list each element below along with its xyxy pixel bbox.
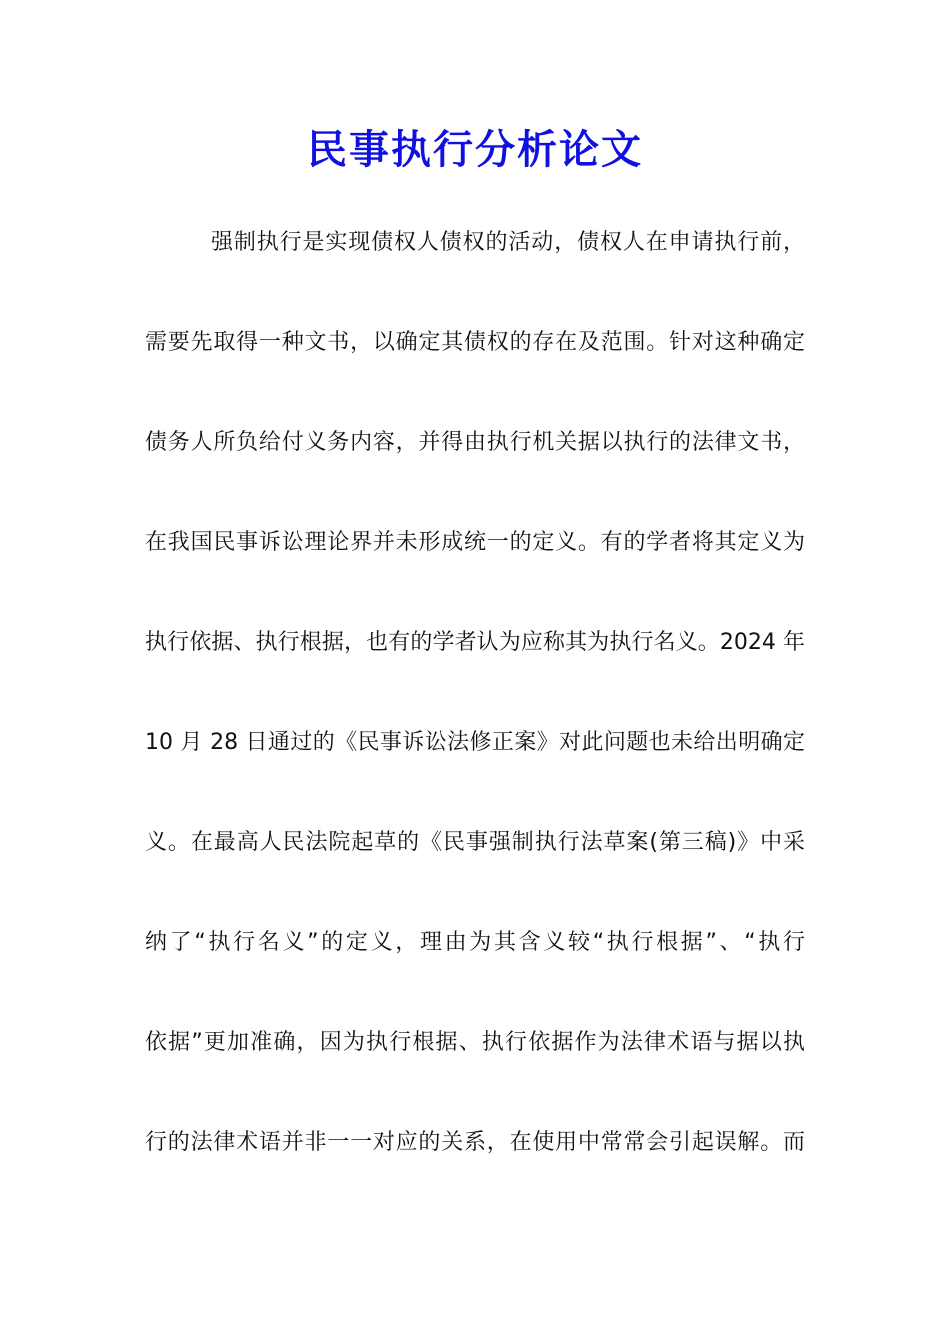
paragraph-line-4: 在我国民事诉讼理论界并未形成统一的定义。有的学者将其定义为	[145, 530, 805, 555]
paragraph-line-6: 10 月 28 日通过的《民事诉讼法修正案》对此问题也未给出明确定	[145, 730, 805, 755]
paragraph-line-7: 义。在最高人民法院起草的《民事强制执行法草案(第三稿)》中采	[145, 830, 805, 855]
paragraph-line-10: 行的法律术语并非一一对应的关系，在使用中常常会引起误解。而	[145, 1130, 805, 1155]
paragraph-line-8: 纳了“执行名义”的定义，理由为其含义较“执行根据”、“执行	[145, 930, 805, 955]
document-title: 民事执行分析论文	[307, 127, 643, 173]
paragraph-line-1: 强制执行是实现债权人债权的活动，债权人在申请执行前，	[211, 230, 805, 255]
paragraph-line-3: 债务人所负给付义务内容，并得由执行机关据以执行的法律文书，	[145, 430, 805, 455]
paragraph-line-2: 需要先取得一种文书，以确定其债权的存在及范围。针对这种确定	[145, 330, 805, 355]
paragraph-line-5: 执行依据、执行根据，也有的学者认为应称其为执行名义。2024 年	[145, 630, 805, 655]
paragraph-line-9: 依据”更加准确，因为执行根据、执行依据作为法律术语与据以执	[145, 1030, 805, 1055]
